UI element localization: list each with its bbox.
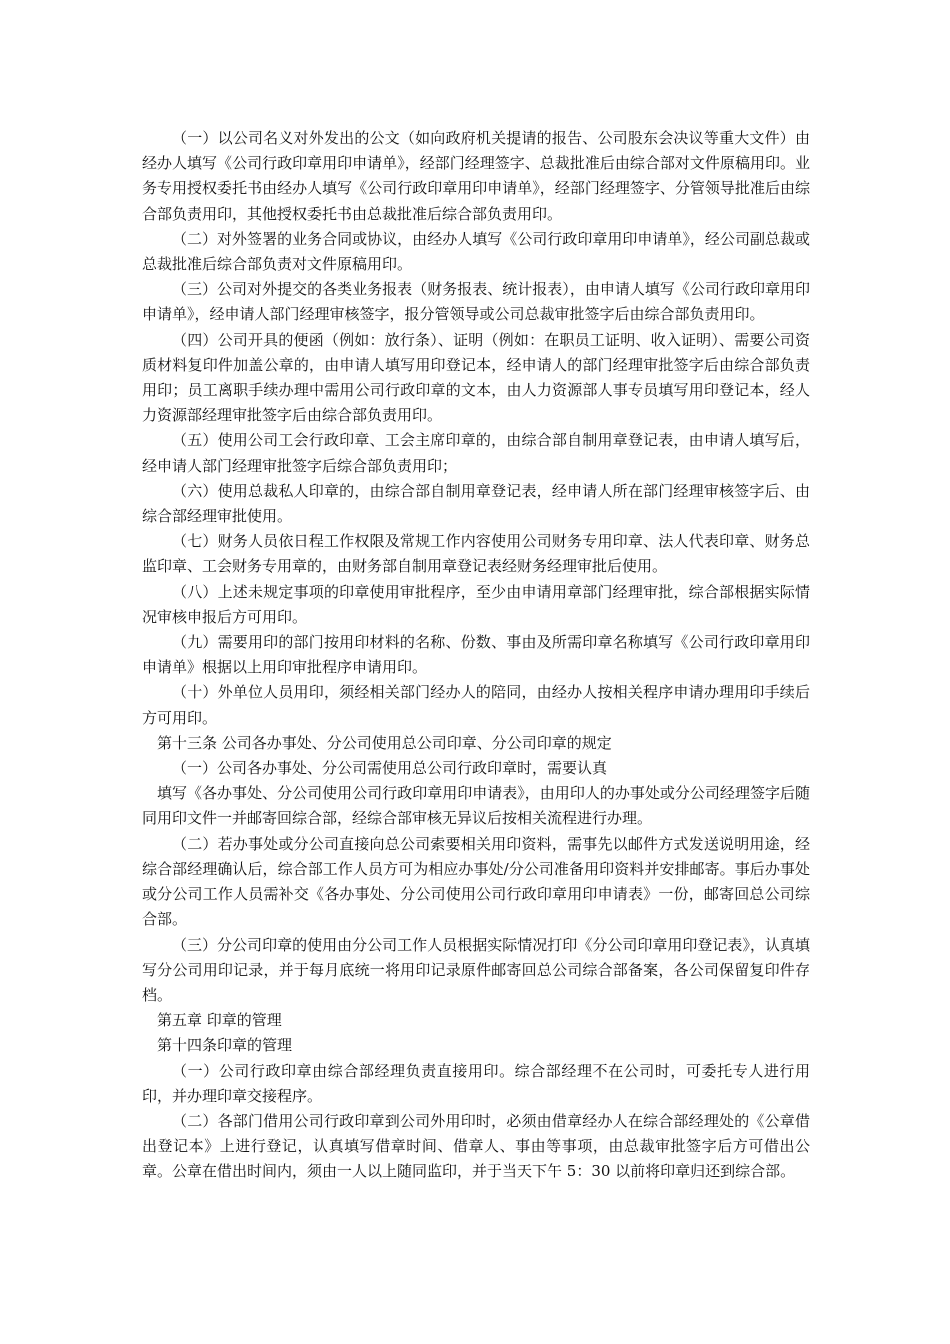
paragraph-4: （四）公司开具的便函（例如：放行条）、证明（例如：在职员工证明、收入证明）、需要公司资质材料复印件加盖公章的，由申请人填写用印登记本，经申请人的部门经理审批签字后由综合部负责用印；员工离职手续办理中需用公司行政印章的文本，由人力资源部人事专员填写用印登记本，经人力资源部经理审批签字后由综合部负责用印。 bbox=[142, 330, 810, 425]
paragraph-12: （一）公司各办事处、分公司需使用总公司行政印章时，需要认真 bbox=[172, 759, 608, 778]
paragraph-3: （三）公司对外提交的各类业务报表（财务报表、统计报表），由申请人填写《公司行政印章用印申请单》，经申请人部门经理审核签字，报分管领导或公司总裁审批签字后由综合部负责用印。 bbox=[142, 280, 810, 324]
paragraph-1: （一）以公司名义对外发出的公文（如向政府机关提请的报告、公司股东会决议等重大文件）由经办人填写《公司行政印章用印申请单》，经部门经理签字、总裁批准后由综合部对文件原稿用印。业务专用授权委托书由经办人填写《公司行政印章用印申请单》，经部门经理签字、分管领导批准后由综合部负责用印，其他授权委托书由总裁批准后综合部负责用印。 bbox=[142, 129, 810, 223]
paragraph-7: （七）财务人员依日程工作权限及常规工作内容使用公司财务专用印章、法人代表印章、财务总监印章、工会财务专用章的，由财务部自制用章登记表经财务经理审批后使用。 bbox=[142, 532, 810, 576]
chapter-5-heading: 第五章 印章的管理 bbox=[157, 1011, 282, 1030]
paragraph-9: （九）需要用印的部门按用印材料的名称、份数、事由及所需印章名称填写《公司行政印章用印申请单》根据以上用印审批程序申请用印。 bbox=[142, 633, 810, 677]
paragraph-2: （二）对外签署的业务合同或协议，由经办人填写《公司行政印章用印申请单》，经公司副总裁或总裁批准后综合部负责对文件原稿用印。 bbox=[142, 229, 810, 274]
paragraph-19: （二）各部门借用公司行政印章到公司外用印时，必须由借章经办人在综合部经理处的《公章借出登记本》上进行登记，认真填写借章时间、借章人、事由等事项，由总裁审批签字后方可借出公章。公章在借出时间内，须由一人以上随同监印，并于当天下午 5：30 以前将印章归还到综合部。 bbox=[142, 1111, 810, 1181]
article-13-heading: 第十三条 公司各办事处、分公司使用总公司印章、分公司印章的规定 bbox=[157, 733, 612, 752]
paragraph-8: （八）上述未规定事项的印章使用审批程序，至少由申请用章部门经理审批，综合部根据实际情况审核申报后方可用印。 bbox=[142, 582, 810, 626]
paragraph-13: 填写《各办事处、分公司使用公司行政印章用印申请表》，由用印人的办事处或分公司经理签字后随同用印文件一并邮寄回综合部，经综合部审核无异议后按相关流程进行办理。 bbox=[142, 784, 810, 828]
article-14-heading: 第十四条印章的管理 bbox=[157, 1036, 293, 1055]
document-body bbox=[142, 126, 810, 1185]
paragraph-15: （三）分公司印章的使用由分公司工作人员根据实际情况打印《分公司印章用印登记表》，认真填写分公司用印记录，并于每月底统一将用印记录原件邮寄回总公司综合部备案，各公司保留复印件存档。 bbox=[142, 935, 810, 1004]
paragraph-5: （五）使用公司工会行政印章、工会主席印章的，由综合部自制用章登记表，由申请人填写后，经申请人部门经理审批签字后综合部负责用印； bbox=[142, 431, 810, 475]
paragraph-18: （一）公司行政印章由综合部经理负责直接用印。综合部经理不在公司时，可委托专人进行用印，并办理印章交接程序。 bbox=[142, 1061, 810, 1105]
paragraph-10: （十）外单位人员用印，须经相关部门经办人的陪同，由经办人按相关程序申请办理用印手续后方可用印。 bbox=[142, 683, 810, 727]
paragraph-14: （二）若办事处或分公司直接向总公司索要相关用印资料，需事先以邮件方式发送说明用途，经综合部经理确认后，综合部工作人员方可为相应办事处/分公司准备用印资料并安排邮寄。事后办事处或分公司工作人员需补交《各办事处、分公司使用公司行政印章用印申请表》一份，邮寄回总公司综合部。 bbox=[142, 834, 810, 929]
paragraph-6: （六）使用总裁私人印章的，由综合部自制用章登记表，经申请人所在部门经理审核签字后、由综合部经理审批使用。 bbox=[142, 481, 810, 526]
